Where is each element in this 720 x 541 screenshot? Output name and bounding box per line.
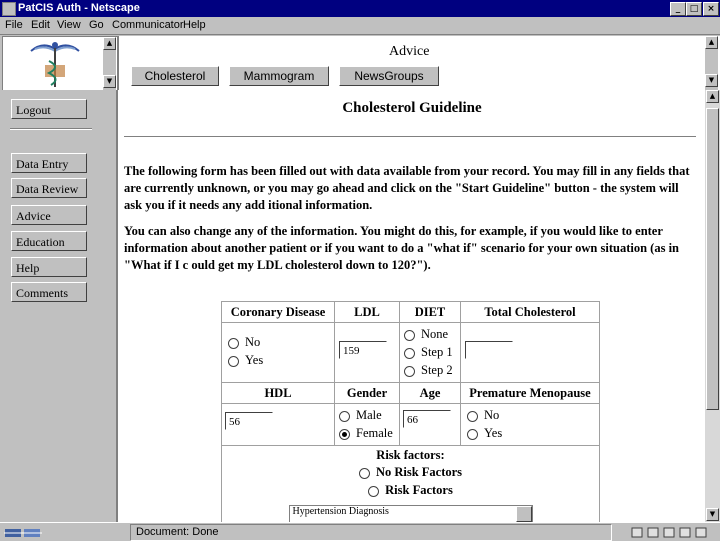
coronary-disease-header: Coronary Disease — [222, 302, 335, 323]
menu-help[interactable]: Help — [183, 19, 206, 31]
nav-data-review[interactable]: Data Review — [11, 178, 87, 198]
diet-header: DIET — [400, 302, 461, 323]
gender-female-radio[interactable] — [339, 429, 350, 440]
netscape-app-icon[interactable] — [2, 2, 16, 16]
component-bar-icon[interactable] — [630, 525, 710, 539]
menopause-no-radio[interactable] — [467, 411, 478, 422]
diet-step2-option[interactable]: Step 2 — [404, 361, 460, 379]
diet-step2-radio[interactable] — [404, 366, 415, 377]
risk-factors-option[interactable]: Risk Factors — [222, 481, 599, 499]
scroll-down-icon[interactable]: ▼ — [706, 508, 719, 521]
menu-edit[interactable]: Edit — [31, 19, 50, 31]
nav-data-entry[interactable]: Data Entry — [11, 153, 87, 173]
logout-button[interactable]: Logout — [11, 99, 87, 119]
menu-file[interactable]: File — [5, 19, 23, 31]
main-scrollbar[interactable] — [705, 90, 720, 522]
status-text: Document: Done — [136, 526, 219, 538]
cholesterol-form-table — [221, 301, 600, 522]
age-header: Age — [400, 383, 461, 404]
newsgroups-button[interactable]: NewsGroups — [339, 66, 439, 86]
logo-frame — [2, 36, 118, 92]
cholesterol-button[interactable]: Cholesterol — [131, 66, 219, 86]
top-frame-scrollbar[interactable] — [705, 36, 718, 90]
no-risk-factors-option[interactable]: No Risk Factors — [222, 463, 599, 481]
risk-factors-select[interactable]: Hypertension Diagnosis — [289, 505, 533, 522]
intro-paragraph: The following form has been filled out with data available from your record. You may fill in any fields that are currently unknown, or you may go ahead and click on the "Start Guideline" button - the system will ask you if it needs any add itional information. — [124, 164, 690, 212]
window-title-bar — [0, 0, 720, 17]
navigation-frame — [0, 90, 118, 522]
nav-divider — [10, 128, 92, 130]
ldl-input[interactable]: 159 — [339, 341, 387, 359]
menopause-yes-option[interactable]: Yes — [467, 424, 599, 442]
horizontal-rule — [124, 136, 696, 138]
logo-scrollbar[interactable] — [103, 37, 116, 91]
scroll-up-icon[interactable]: ▲ — [706, 90, 719, 103]
menu-go[interactable]: Go — [89, 19, 104, 31]
menu-communicator[interactable]: Communicator — [112, 19, 184, 31]
close-icon[interactable]: × — [703, 2, 719, 16]
gender-header: Gender — [335, 383, 400, 404]
menopause-yes-radio[interactable] — [467, 429, 478, 440]
scroll-up-icon[interactable]: ▲ — [103, 37, 116, 50]
coronary-no-option[interactable]: No — [228, 333, 334, 351]
change-info-paragraph: You can also change any of the information. You might do this, for example, if you would like to enter information about another patient or if you want to do a "what if" scenario for your own situation (as in "What if I c ould get my LDL cholesterol down to 120?"). — [124, 224, 679, 272]
total-cholesterol-input[interactable] — [465, 341, 513, 359]
risk-factors-heading: Risk factors: — [376, 448, 445, 462]
diet-step1-radio[interactable] — [404, 348, 415, 359]
top-frame — [118, 36, 720, 90]
menopause-no-option[interactable]: No — [467, 406, 599, 424]
nav-education[interactable]: Education — [11, 231, 87, 251]
scroll-down-icon[interactable]: ▼ — [705, 74, 718, 87]
nav-advice[interactable]: Advice — [11, 205, 87, 225]
premature-menopause-header: Premature Menopause — [461, 383, 600, 404]
scroll-up-icon[interactable]: ▲ — [705, 36, 718, 49]
ldl-header: LDL — [335, 302, 400, 323]
status-bar — [0, 522, 720, 541]
risk-factors-radio[interactable] — [368, 486, 379, 497]
advice-heading: Advice — [389, 44, 430, 59]
gender-male-option[interactable]: Male — [339, 406, 399, 424]
window-title: PatCIS Auth - Netscape — [18, 2, 140, 14]
main-content-frame — [118, 90, 706, 522]
select-arrow-icon[interactable] — [516, 506, 532, 522]
hdl-input[interactable]: 56 — [225, 412, 273, 430]
caduceus-logo-icon — [25, 39, 85, 89]
diet-none-radio[interactable] — [404, 330, 415, 341]
nav-help[interactable]: Help — [11, 257, 87, 277]
maximize-icon[interactable]: □ — [686, 2, 702, 16]
mammogram-button[interactable]: Mammogram — [229, 66, 329, 86]
diet-step1-option[interactable]: Step 1 — [404, 343, 460, 361]
scrollbar-thumb[interactable] — [706, 108, 719, 410]
diet-none-option[interactable]: None — [404, 325, 460, 343]
hdl-header: HDL — [222, 383, 335, 404]
menu-bar — [0, 17, 720, 35]
page-title: Cholesterol Guideline — [342, 100, 482, 116]
no-risk-factors-radio[interactable] — [359, 468, 370, 479]
gender-female-option[interactable]: Female — [339, 424, 399, 442]
minimize-icon[interactable]: _ — [670, 2, 686, 16]
gender-male-radio[interactable] — [339, 411, 350, 422]
scroll-down-icon[interactable]: ▼ — [103, 75, 116, 88]
security-lock-icon[interactable] — [4, 525, 44, 539]
coronary-yes-radio[interactable] — [228, 356, 239, 367]
total-cholesterol-header: Total Cholesterol — [461, 302, 600, 323]
age-input[interactable]: 66 — [403, 410, 451, 428]
nav-comments[interactable]: Comments — [11, 282, 87, 302]
coronary-no-radio[interactable] — [228, 338, 239, 349]
coronary-yes-option[interactable]: Yes — [228, 351, 334, 369]
menu-view[interactable]: View — [57, 19, 81, 31]
